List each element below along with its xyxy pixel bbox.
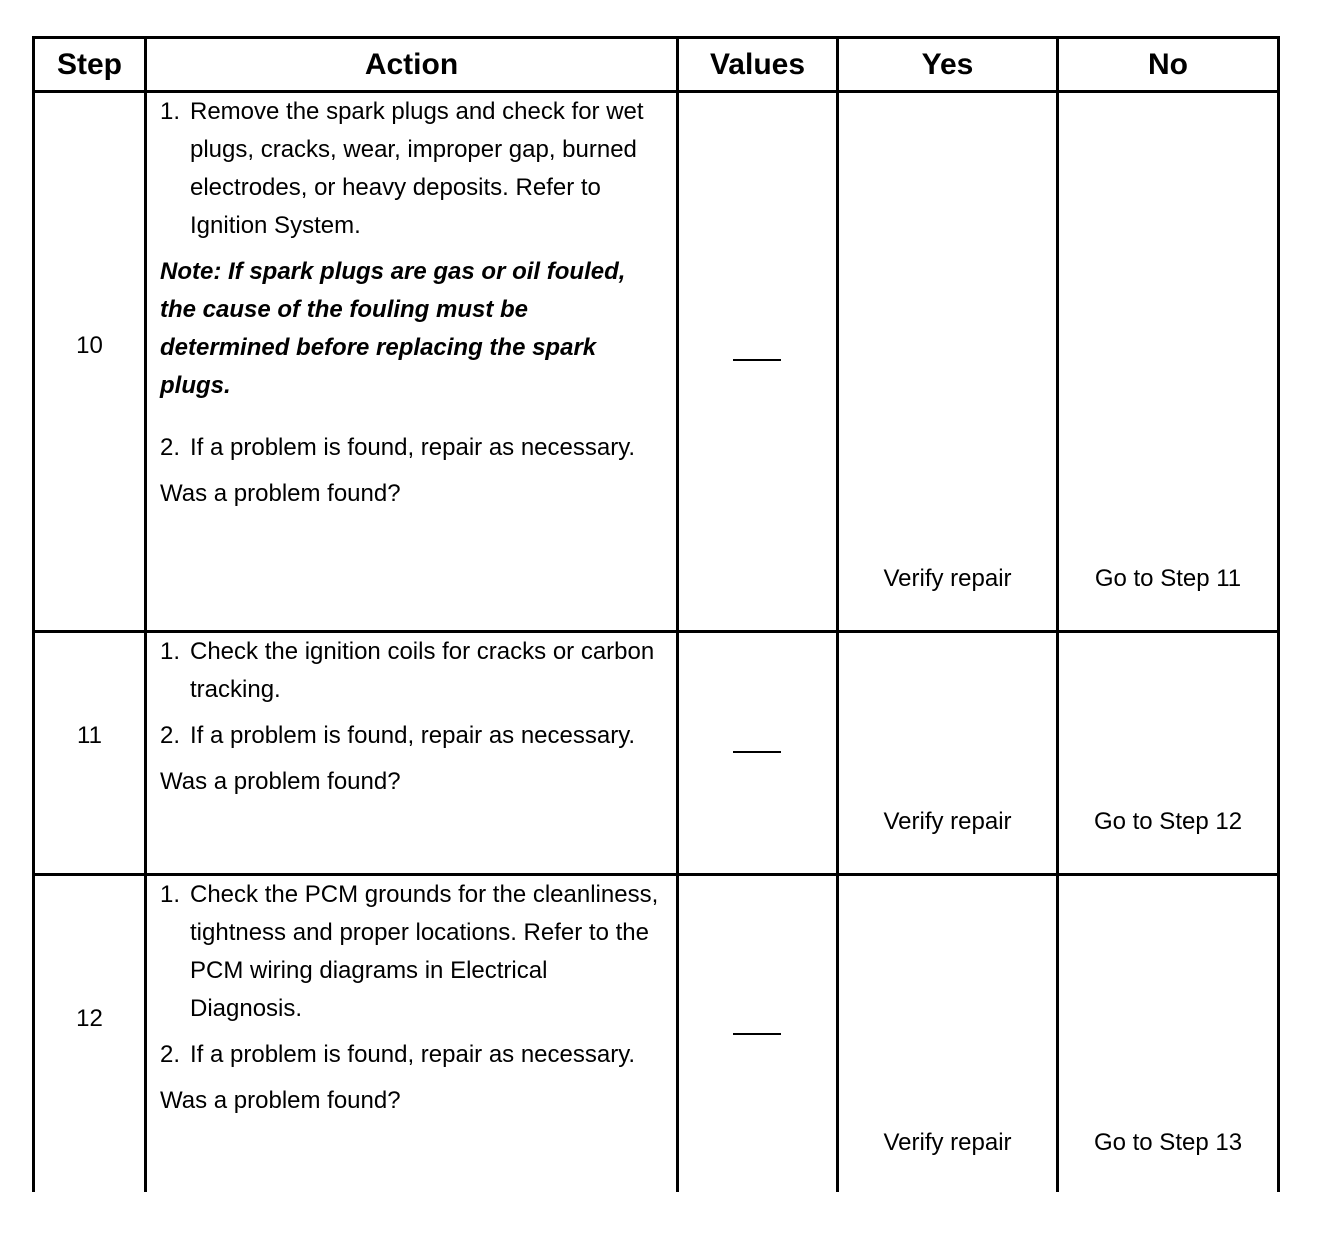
yes-result: Verify repair xyxy=(883,565,1012,592)
value-dash xyxy=(733,359,781,361)
note-text: Note: If spark plugs are gas or oil fouled, the cause of the fouling must be determined before replacing the spark plugs. xyxy=(160,258,626,399)
value-dash xyxy=(733,1033,781,1035)
no-result: Go to Step 12 xyxy=(1093,808,1243,835)
step-marker: 1. xyxy=(160,881,181,908)
action-cell xyxy=(160,633,660,801)
step-marker: 2. xyxy=(160,722,181,749)
action-text: Remove the spark plugs and check for wet plugs, cracks, wear, improper gap, burned electrodes, or heavy deposits. Refer to Ignition System. xyxy=(190,98,644,239)
action-cell xyxy=(160,93,660,513)
action-cell xyxy=(160,876,660,1120)
action-text: If a problem is found, repair as necessary. xyxy=(190,722,636,749)
action-step-1 xyxy=(160,633,660,709)
action-step-1 xyxy=(160,93,660,245)
grid-line xyxy=(1277,36,1280,1192)
step-marker: 1. xyxy=(160,98,181,125)
no-result: Go to Step 11 xyxy=(1094,565,1242,592)
header-yes: Yes xyxy=(921,47,974,81)
grid-line xyxy=(836,36,839,1192)
action-text: Check the PCM grounds for the cleanliness, tightness and proper locations. Refer to the PCM wiring diagrams in Electrical Diagnosis. xyxy=(190,881,659,1022)
question-text: Was a problem found? xyxy=(160,480,401,507)
diagnostic-table xyxy=(32,36,1280,1192)
action-step-2 xyxy=(160,1036,660,1074)
step-number: 11 xyxy=(77,721,102,749)
no-result: Go to Step 13 xyxy=(1093,1129,1243,1156)
action-text: Check the ignition coils for cracks or carbon tracking. xyxy=(190,638,655,703)
yes-result: Verify repair xyxy=(883,1129,1012,1156)
step-number: 10 xyxy=(76,331,103,359)
action-step-2 xyxy=(160,429,660,467)
step-marker: 2. xyxy=(160,1041,181,1068)
yes-result: Verify repair xyxy=(883,808,1012,835)
action-text: If a problem is found, repair as necessary. xyxy=(190,1041,636,1068)
step-marker: 1. xyxy=(160,638,181,665)
grid-line xyxy=(1056,36,1059,1192)
header-action: Action xyxy=(364,47,459,81)
header-no: No xyxy=(1148,47,1188,81)
action-text: If a problem is found, repair as necessary. xyxy=(190,434,636,461)
header-values: Values xyxy=(709,47,806,81)
grid-line xyxy=(676,36,679,1192)
question-text: Was a problem found? xyxy=(160,1087,401,1114)
action-step-1 xyxy=(160,876,660,1028)
step-number: 12 xyxy=(76,1004,103,1032)
step-marker: 2. xyxy=(160,434,181,461)
header-step: Step xyxy=(56,47,122,81)
grid-line xyxy=(144,36,147,1192)
question-text: Was a problem found? xyxy=(160,768,401,795)
action-step-2 xyxy=(160,717,660,755)
value-dash xyxy=(733,751,781,753)
